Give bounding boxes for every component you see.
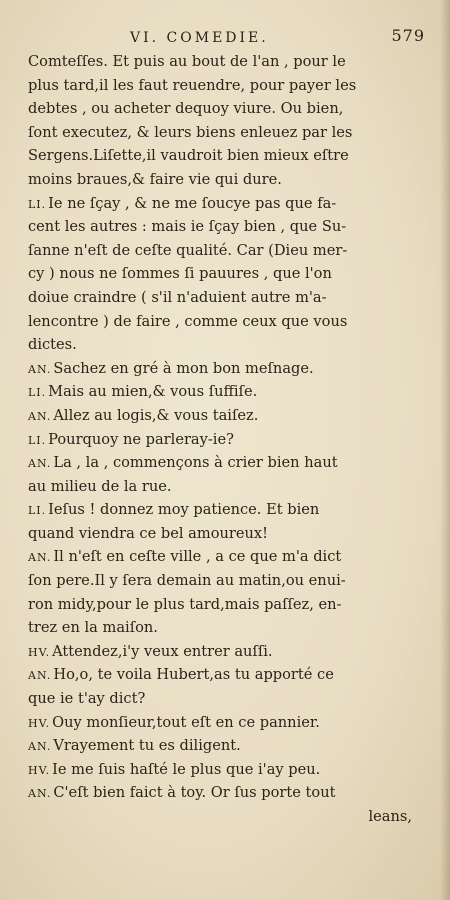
text-line <box>28 380 420 404</box>
text-line <box>28 357 420 381</box>
line-text: cy ) nous ne ſommes ſi pauures , que l'on <box>28 265 332 283</box>
text-line <box>28 593 420 617</box>
text-line <box>28 262 420 286</box>
line-text: quand viendra ce bel amoureux! <box>28 524 268 542</box>
line-text: leans, <box>368 808 412 825</box>
text-line <box>28 640 420 664</box>
line-text: trez en la maiſon. <box>28 619 158 637</box>
line-text: plus tard,il les faut reuendre, pour payer les <box>28 76 357 94</box>
line-text: au milieu de la rue. <box>28 477 172 495</box>
line-text: debtes , ou acheter dequoy viure. Ou bien, <box>28 100 344 118</box>
speaker-label: LI. <box>28 386 47 400</box>
speaker-label: LI. <box>28 504 47 518</box>
line-text: que ie t'ay dict? <box>28 690 146 708</box>
line-text: dictes. <box>28 336 77 354</box>
line-text: Il n'eſt en ceſte ville , a ce que m'a dict <box>53 548 342 566</box>
line-text: moins braues,& faire vie qui dure. <box>28 170 282 188</box>
text-line <box>28 475 420 499</box>
text-line <box>28 569 420 593</box>
speaker-label: AN. <box>28 669 52 683</box>
text-line <box>28 687 420 711</box>
page-header <box>30 26 425 48</box>
text-line <box>28 144 420 168</box>
text-line <box>28 168 420 192</box>
line-text: Ie ne ſçay , & ne me ſoucye pas que fa- <box>48 194 337 212</box>
line-text: Sergens.Liſette,il vaudroit bien mieux eſtre <box>28 147 349 165</box>
text-line <box>28 121 420 145</box>
text-line <box>28 498 420 522</box>
line-text: Mais au mien,& vous ſuffiſe. <box>48 383 258 401</box>
line-text: La , la , commençons à crier bien haut <box>53 454 338 472</box>
text-line <box>28 545 420 569</box>
text-line <box>28 74 420 98</box>
line-text: ron midy,pour le plus tard,mais paſſez, en- <box>28 595 342 613</box>
text-line <box>28 734 420 758</box>
text-line <box>28 50 420 74</box>
line-text: Vrayement tu es diligent. <box>53 737 241 755</box>
page-text <box>28 50 420 829</box>
line-text: Ouy monſieur,tout eſt en ce pannier. <box>52 713 320 731</box>
line-text: ſon pere.Il y ſera demain au matin,ou enui- <box>28 572 346 590</box>
line-text: lencontre ) de faire , comme ceux que vous <box>28 312 348 330</box>
speaker-label: HV. <box>28 645 51 659</box>
speaker-label: LI. <box>28 433 47 447</box>
text-line <box>28 215 420 239</box>
text-line <box>28 616 420 640</box>
running-head: VI. COMEDIE. <box>130 30 269 46</box>
line-text: Comteſſes. Et puis au bout de l'an , pour le <box>28 53 346 70</box>
line-text: cent les autres : mais ie ſçay bien , que Su- <box>28 218 347 236</box>
text-line <box>28 310 420 334</box>
speaker-label: AN. <box>28 787 52 801</box>
text-line <box>28 451 420 475</box>
line-text: Attendez,i'y veux entrer auſſi. <box>52 642 273 660</box>
line-text: C'eſt bien faict à toy. Or ſus porte tout <box>53 784 336 802</box>
line-text: ſanne n'eſt de ceſte qualité. Car (Dieu mer- <box>28 241 348 259</box>
text-line <box>28 192 420 216</box>
text-line <box>28 522 420 546</box>
text-line <box>28 428 420 452</box>
speaker-label: HV. <box>28 763 51 777</box>
line-text: Pourquoy ne parleray-ie? <box>48 430 234 448</box>
text-line <box>28 286 420 310</box>
speaker-label: AN. <box>28 551 52 565</box>
text-line <box>28 758 420 782</box>
line-text: Sachez en gré à mon bon meſnage. <box>53 359 314 377</box>
page-number: 579 <box>391 26 425 45</box>
text-line <box>28 404 420 428</box>
text-line <box>28 333 420 357</box>
text-line <box>28 805 420 829</box>
line-text: doiue craindre ( s'il n'aduient autre m'a- <box>28 288 327 306</box>
line-text: Ieſus ! donnez moy patience. Et bien <box>48 501 320 519</box>
text-line <box>28 663 420 687</box>
speaker-label: AN. <box>28 362 52 376</box>
speaker-label: AN. <box>28 457 52 471</box>
speaker-label: AN. <box>28 740 52 754</box>
text-line <box>28 97 420 121</box>
text-line <box>28 781 420 805</box>
line-text: Ho,o, te voila Hubert,as tu apporté ce <box>53 666 334 684</box>
speaker-label: HV. <box>28 716 51 730</box>
page-edge-shadow <box>440 0 450 900</box>
line-text: Allez au logis,& vous taiſez. <box>53 406 259 424</box>
line-text: Ie me ſuis haſté le plus que i'ay peu. <box>52 760 321 778</box>
text-line <box>28 239 420 263</box>
speaker-label: AN. <box>28 409 52 423</box>
text-line <box>28 711 420 735</box>
line-text: ſont executez, & leurs biens enleuez par les <box>28 123 353 141</box>
speaker-label: LI. <box>28 197 47 211</box>
